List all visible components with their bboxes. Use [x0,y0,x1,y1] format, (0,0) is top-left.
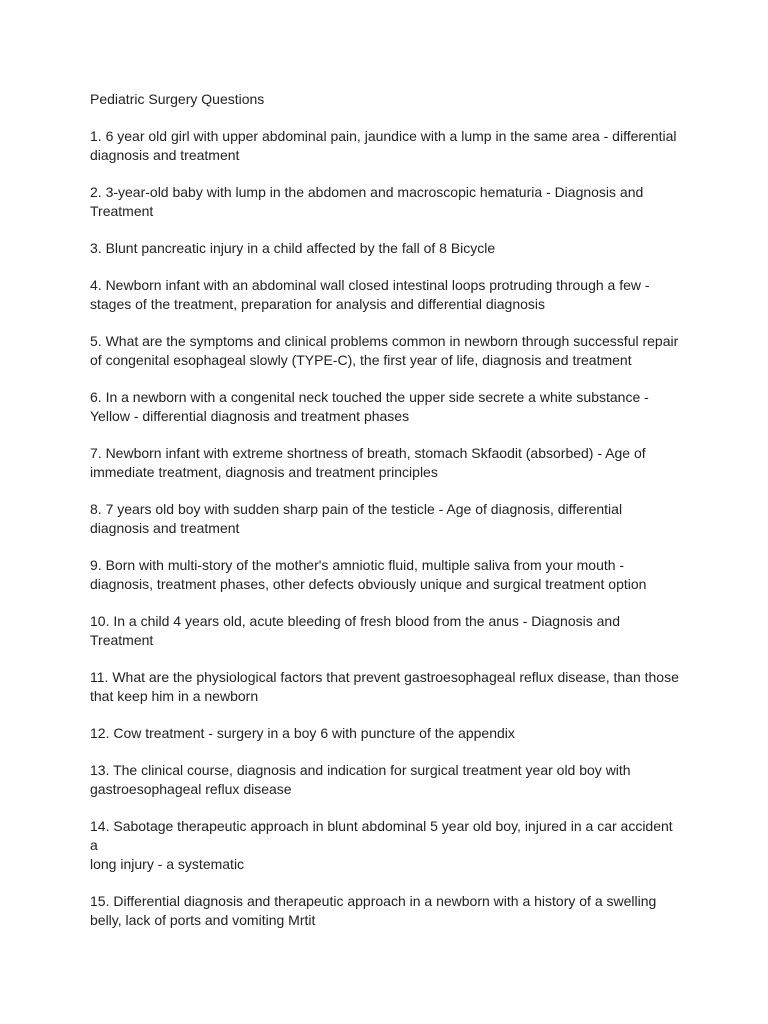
question-13: 13. The clinical course, diagnosis and indication for surgical treatment year old boy with gastroesophageal reflux disease [90,762,631,797]
question-10: 10. In a child 4 years old, acute bleeding of fresh blood from the anus - Diagnosis and Treatment [90,613,620,648]
question-11: 11. What are the physiological factors that prevent gastroesophageal reflux disease, than those that keep him in a newborn [90,669,679,704]
document-page [90,90,680,948]
question-14: 14. Sabotage therapeutic approach in blunt abdominal 5 year old boy, injured in a car accident a long injury - a systematic [90,818,673,872]
question-3: 3. Blunt pancreatic injury in a child affected by the fall of 8 Bicycle [90,240,496,256]
document-title: Pediatric Surgery Questions [90,91,265,107]
question-8: 8. 7 years old boy with sudden sharp pain of the testicle - Age of diagnosis, differential diagnosis and treatment [90,501,623,536]
question-5: 5. What are the symptoms and clinical problems common in newborn through successful repair of congenital esophageal slowly (TYPE-C), the first year of life, diagnosis and treatment [90,333,679,368]
question-12: 12. Cow treatment - surgery in a boy 6 with puncture of the appendix [90,725,515,741]
question-6: 6. In a newborn with a congenital neck touched the upper side secrete a white substance - Yellow - differential diagnosis and treatment phases [90,389,649,424]
question-15: 15. Differential diagnosis and therapeutic approach in a newborn with a history of a swelling belly, lack of ports and vomiting Mrtit [90,893,657,928]
question-2: 2. 3-year-old baby with lump in the abdomen and macroscopic hematuria - Diagnosis and Treatment [90,184,644,219]
question-4: 4. Newborn infant with an abdominal wall closed intestinal loops protruding through a few - stages of the treatment, preparation for analysis and differential diagnosis [90,277,650,312]
question-7: 7. Newborn infant with extreme shortness of breath, stomach Skfaodit (absorbed) - Age of immediate treatment, diagnosis and treatment principles [90,445,646,480]
question-9: 9. Born with multi-story of the mother's amniotic fluid, multiple saliva from your mouth - diagnosis, treatment phases, other defects obviously unique and surgical treatment option [90,557,647,592]
question-1: 1. 6 year old girl with upper abdominal pain, jaundice with a lump in the same area - differential diagnosis and treatment [90,128,677,163]
